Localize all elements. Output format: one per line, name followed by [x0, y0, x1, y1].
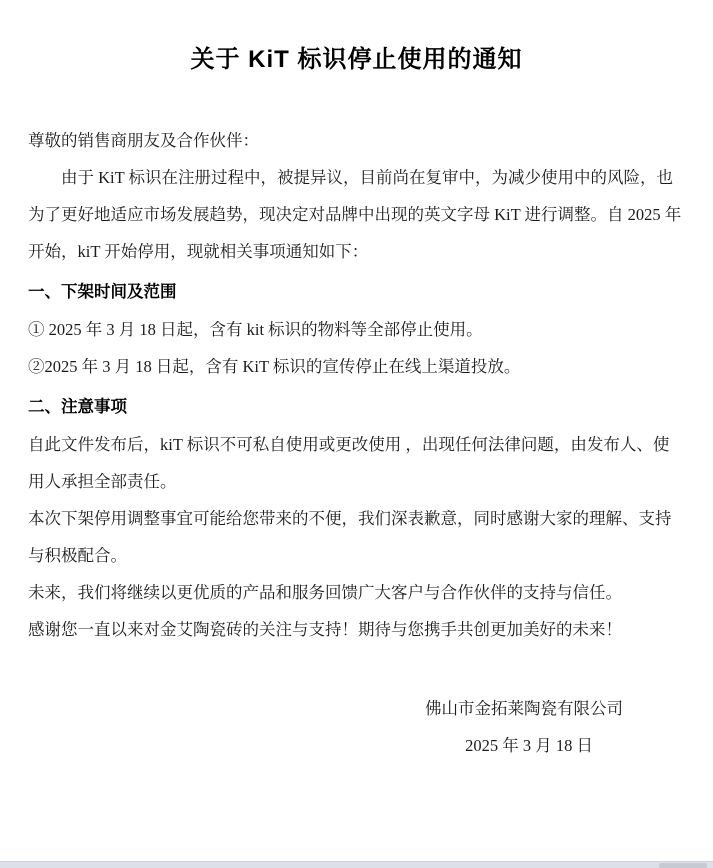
section1-heading: 一、下架时间及范围 — [28, 283, 177, 301]
future-paragraph: 未来，我们将继续以更优质的产品和服务回馈广大客户与合作伙伴的支持与信任。 — [28, 583, 622, 602]
horizontal-scrollbar-track[interactable] — [0, 861, 713, 868]
responsibility-paragraph: 自此文件发布后，kiT 标识不可私自使用或更改使用 ，出现任何法律问题，由发布人、使用人承担全部责任。 — [28, 435, 670, 491]
thanks-paragraph: 感谢您一直以来对金艾陶瓷砖的关注与支持！期待与您携手共创更加美好的未来！ — [28, 620, 622, 639]
section1-item-1: ① 2025 年 3 月 18 日起，含有 kit 标识的物料等全部停止使用。 — [28, 320, 483, 339]
section1-item-2: ②2025 年 3 月 18 日起，含有 KiT 标识的宣传停止在线上渠道投放。 — [28, 357, 521, 376]
salutation: 尊敬的销售商朋友及合作伙伴： — [28, 131, 259, 150]
page-title: 关于 KiT 标识停止使用的通知 — [190, 46, 523, 73]
section2-heading: 二、注意事项 — [28, 398, 127, 416]
document-body — [28, 122, 685, 764]
company-signature: 佛山市金拓莱陶瓷有限公司 — [425, 699, 623, 718]
signature-block — [28, 690, 685, 764]
intro-paragraph: 由于 KiT 标识在注册过程中，被提异议，目前尚在复审中，为减少使用中的风险，也为了更好地适应市场发展趋势，现决定对品牌中出现的英文字母 KiT 进行调整。自 2025 年开始，kiT 开始停用，现就相关事项通知如下： — [28, 168, 682, 261]
signature-date: 2025 年 3 月 18 日 — [465, 736, 593, 755]
horizontal-scrollbar-thumb[interactable] — [659, 863, 707, 868]
apology-paragraph: 本次下架停用调整事宜可能给您带来的不便，我们深表歉意，同时感谢大家的理解、支持与积极配合。 — [28, 509, 672, 565]
